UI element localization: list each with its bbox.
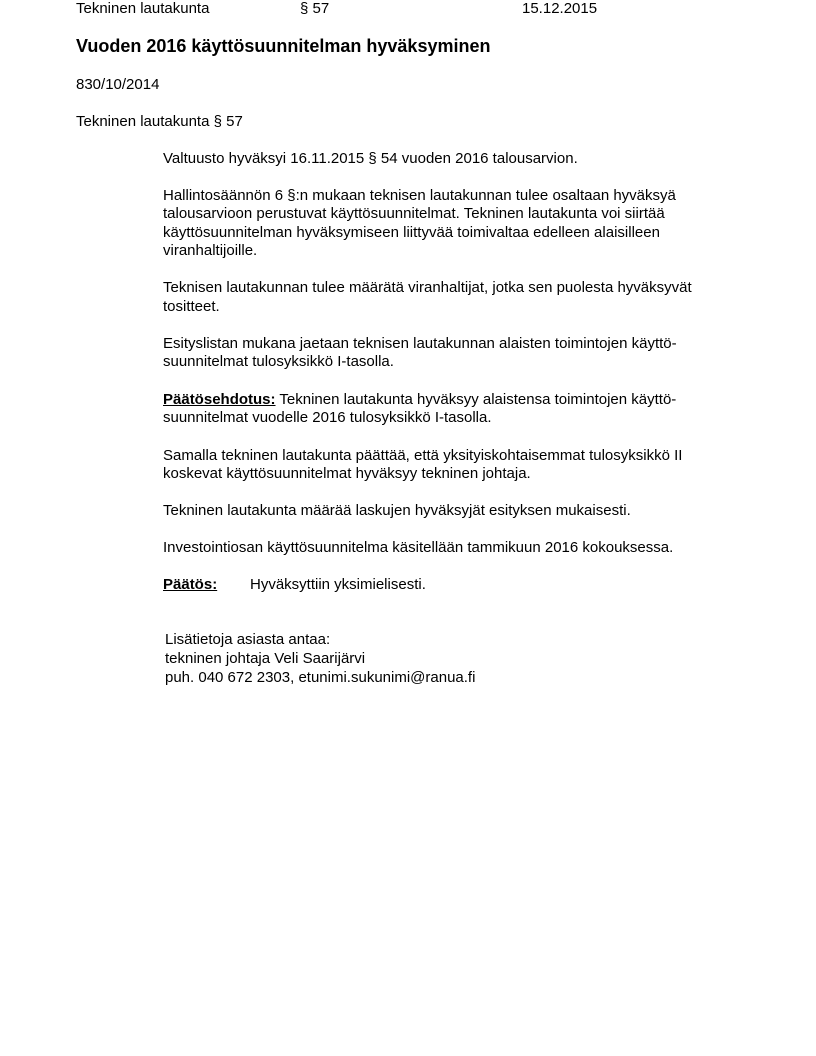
paragraph-line: Samalla tekninen lautakunta päättää, että yksityiskohtaisemmat tulosyksikkö II [163,447,683,464]
paragraph-line: suunnitelmat tulosyksikkö I-tasolla. [163,353,394,370]
header-date: 15.12.2015 [522,0,598,17]
decision-label: Päätös: [163,576,218,593]
proposal-line [163,391,676,409]
header-section: § 57 [300,0,330,17]
paragraph-line: Hallintosäännön 6 §:n mukaan teknisen lautakunnan tulee osaltaan hyväksyä [163,187,676,204]
contact-line: tekninen johtaja Veli Saarijärvi [165,650,366,667]
paragraph-line: tositteet. [163,298,220,315]
proposal-text: Tekninen lautakunta hyväksyy alaistensa toimintojen käyttö- [275,391,677,408]
paragraph-line: Valtuusto hyväksyi 16.11.2015 § 54 vuoden 2016 talousarvion. [163,150,578,167]
case-number: 830/10/2014 [76,76,160,93]
paragraph-line: viranhaltijoille. [163,242,258,259]
proposal-label: Päätösehdotus: [163,391,276,408]
paragraph-line: käyttösuunnitelman hyväksymiseen liittyvää toimivaltaa edelleen alaisilleen [163,224,660,241]
decision-text: Hyväksyttiin yksimielisesti. [250,576,426,593]
contact-line: puh. 040 672 2303, etunimi.sukunimi@ranua.fi [165,669,476,686]
paragraph-line: suunnitelmat vuodelle 2016 tulosyksikkö I-tasolla. [163,409,492,426]
paragraph-line: talousarvioon perustuvat käyttösuunnitelmat. Tekninen lautakunta voi siirtää [163,205,665,222]
contact-line: Lisätietoja asiasta antaa: [165,631,331,648]
paragraph-line: Teknisen lautakunnan tulee määrätä viranhaltijat, jotka sen puolesta hyväksyvät [163,279,692,296]
section-reference: Tekninen lautakunta § 57 [76,113,243,130]
paragraph-line: koskevat käyttösuunnitelmat hyväksyy tekninen johtaja. [163,465,531,482]
document-title: Vuoden 2016 käyttösuunnitelman hyväksyminen [76,36,491,56]
paragraph-line: Esityslistan mukana jaetaan teknisen lautakunnan alaisten toimintojen käyttö- [163,335,677,352]
paragraph-line: Investointiosan käyttösuunnitelma käsitellään tammikuun 2016 kokouksessa. [163,539,674,556]
paragraph-line: Tekninen lautakunta määrää laskujen hyväksyjät esityksen mukaisesti. [163,502,631,519]
header-committee: Tekninen lautakunta [76,0,210,17]
